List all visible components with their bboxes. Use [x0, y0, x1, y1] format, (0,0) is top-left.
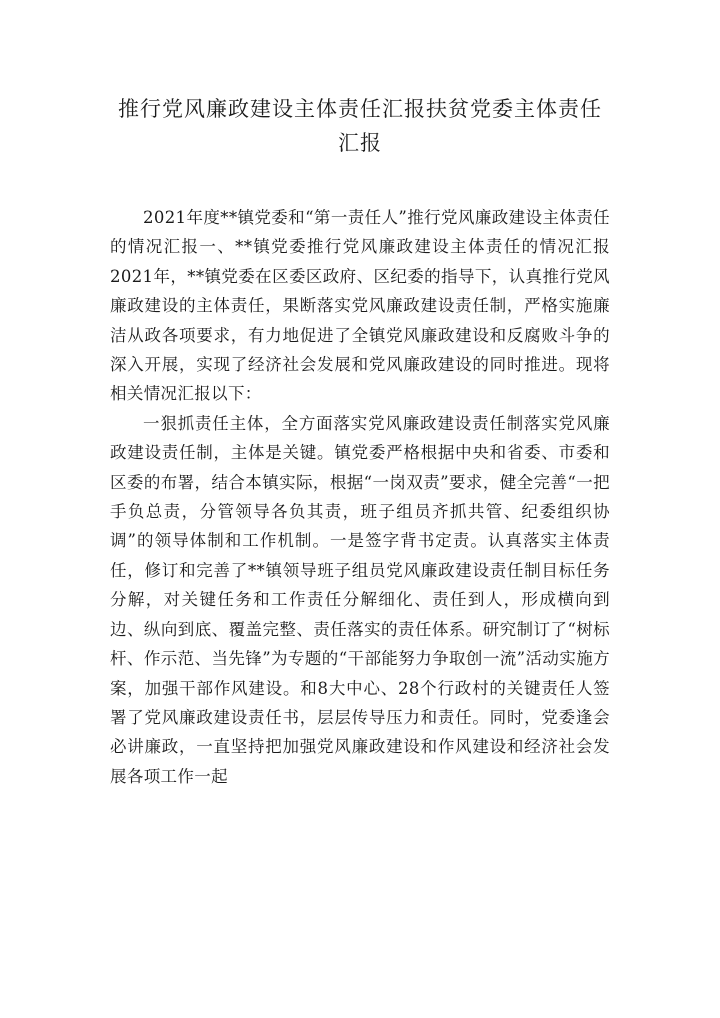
title-line-1: 推行党风廉政建设主体责任汇报扶贫党委主体责任	[118, 97, 602, 121]
document-title	[108, 92, 612, 160]
paragraph-intro: 2021年度**镇党委和“第一责任人”推行党风廉政建设主体责任的情况汇报一、**镇党委推行党风廉政建设主体责任的情况汇报2021年，**镇党委在区委区政府、区纪委的指导下，认真推行党风廉政建设的主体责任，果断落实党风廉政建设责任制，严格实施廉洁从政各项要求，有力地促进了全镇党风廉政建设和反腐败斗争的深入开展，实现了经济社会发展和党风廉政建设的同时推进。现将相关情况汇报以下：	[110, 208, 610, 404]
title-line-2: 汇报	[338, 131, 382, 155]
document-body	[110, 203, 610, 791]
paragraph-responsibility: 一狠抓责任主体，全方面落实党风廉政建设责任制落实党风廉政建设责任制，主体是关键。镇党委严格根据中央和省委、市委和区委的布署，结合本镇实际，根据“一岗双责”要求，健全完善“一把手负总责，分管领导各负其责，班子组员齐抓共管、纪委组织协调”的领导体制和工作机制。一是签字背书定责。认真落实主体责任，修订和完善了**镇领导班子组员党风廉政建设责任制目标任务分解，对关键任务和工作责任分解细化、责任到人，形成横向到边、纵向到底、覆盖完整、责任落实的责任体系。研究制订了“树标杆、作示范、当先锋”为专题的“干部能努力争取创一流”活动实施方案，加强干部作风建设。和8大中心、28个行政村的关键责任人签署了党风廉政建设责任书，层层传导压力和责任。同时，党委逢会必讲廉政，一直坚持把加强党风廉政建设和作风建设和经济社会发展各项工作一起	[110, 413, 610, 786]
